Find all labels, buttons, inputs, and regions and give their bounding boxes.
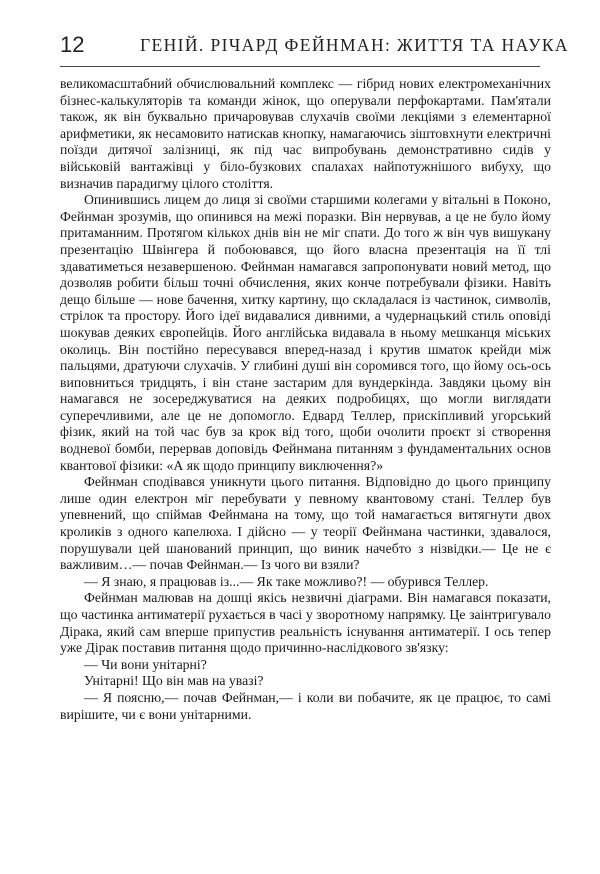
paragraph: — Я поясню,— почав Фейнман,— і коли ви побачите, як це працює, то самі вирішите, чи є вони унітарними.	[60, 689, 551, 722]
body-text	[60, 76, 551, 723]
paragraph: великомасштабний обчислювальний комплекс — гібрид нових електромеханічних бізнес-калькуляторів та команди жінок, що оперували перфокартами. Пам'ятали також, як він буквально причаровував слухачів своїми лекціями з елементарної арифметики, як несамовито натискав кнопку, намагаючись зіштовхнути електричні поїзди дитячої залізниці, як під час випробувань демонстративно сидів у військовій вантажівці у біло-бузкових спалахах найпотужнішого вибуху, що визначив парадигму цілого століття.	[60, 76, 551, 191]
paragraph: Опинившись лицем до лиця зі своїми старшими колегами у вітальні в Поконо, Фейнман зрозумів, що опинився на межі поразки. Він нервував, а це не було йому притаманним. Протягом кількох днів він не міг спати. До того ж він чув вишукану презентацію Швінгера й побоювався, що його власна презентація на її тлі здаватиметься незавершеною. Фейнман намагався запропонувати новий метод, що дозволяв робити більш точні обчислення, яких конче потребували фізики. Навіть дещо більше — нове бачення, хитку картину, що складалася із частинок, символів, стрілок та простору. Його ідеї видавалися дивними, а чудернацький стиль оповіді шокував деяких європейців. Його англійська видавала в ньому мешканця міських околиць. Він постійно пересувався вперед-назад і крутив шматок крейди між пальцями, дратуючи слухачів. У глибині душі він соромився того, що йому ось-ось виповниться тридцять, і він стане застарим для вундеркінда. Завдяки цьому він намагався не зосереджуватися на деяких подробицях, що могли виглядати суперечливими, але це не допомогло. Едвард Теллер, прискіпливий угорський фізик, який на той час був за крок від того, щоби очолити проєкт зі створення водневої бомби, перервав доповідь Фейнмана питанням з фундаментальних основ квантової фізики: «А як щодо принципу виключення?»	[60, 192, 551, 473]
running-title: ГЕНІЙ. РІЧАРД ФЕЙНМАН: ЖИТТЯ ТА НАУКА	[140, 35, 569, 55]
paragraph: Фейнман сподівався уникнути цього питання. Відповідно до цього принципу лише один електрон міг перебувати у певному квантовому стані. Теллер був упевнений, що спіймав Фейнмана на тому, що той намагається витягнути двох кроликів з одного капелюха. І дійсно — у теорії Фейнмана частинки, здавалося, порушували цей шанований принцип, що виник начебто з нізвідки.— Це не є важливим…— почав Фейнман.— Із чого ви взяли?	[60, 474, 551, 573]
page-header	[60, 30, 569, 67]
paragraph: Фейнман малював на дошці якісь незвичні діаграми. Він намагався показати, що частинка антиматерії рухається в часі у зворотному напрямку. Це заінтригувало Дірака, який сам вперше припустив реальність існування антиматерії. І ось тепер уже Дірак поставив питання щодо причинно-наслідкового зв'язку:	[60, 590, 551, 656]
page-number: 12	[60, 32, 85, 57]
paragraph: — Чи вони унітарні?	[84, 656, 207, 672]
paragraph: — Я знаю, я працював із...— Як таке можливо?! — обурився Теллер.	[84, 573, 489, 589]
paragraph: Унітарні! Що він мав на увазі?	[84, 673, 264, 689]
